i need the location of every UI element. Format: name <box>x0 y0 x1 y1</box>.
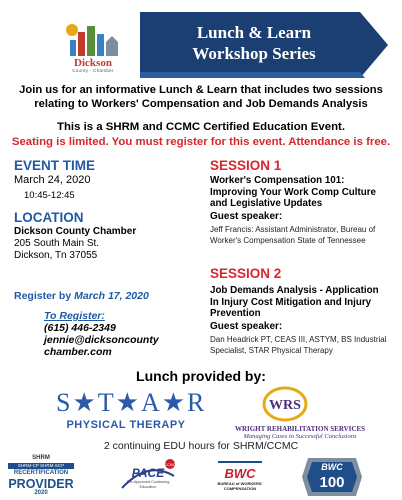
lunch-heading: Lunch provided by: <box>136 368 266 384</box>
session-1-title-line-3: and Legislative Updates <box>210 198 323 209</box>
contact-email-line-2: chamber.com <box>44 346 112 358</box>
certification-line-1: This is a SHRM and CCMC Certified Education Event. <box>57 121 345 133</box>
bwc-100-number: 100 <box>319 474 345 491</box>
session-1-guest-label: Guest speaker: <box>210 211 283 222</box>
location-street: 205 South Main St. <box>14 238 100 249</box>
to-register-label: To Register: <box>44 310 105 322</box>
ccmc-mark: CCMC <box>164 463 176 467</box>
session-2-title-line-3: Prevention <box>210 308 261 319</box>
session-1-speaker <box>210 225 400 246</box>
event-date: March 24, 2020 <box>14 174 91 186</box>
session-1-title <box>210 175 400 210</box>
wrs-name: WRIGHT REHABILITATION SERVICES <box>234 425 366 433</box>
wrs-logo-icon <box>262 386 308 422</box>
edu-hours: 2 continuing EDU hours for SHRM/CCMC <box>103 440 299 452</box>
bwc-subtitle: BUREAU of WORKERS' COMPENSATION <box>217 481 263 491</box>
wrs-initials: WRS <box>269 398 301 413</box>
wrs-tagline: Managing Cases to Successful Conclusions <box>243 433 357 440</box>
session-2-speaker <box>210 335 400 356</box>
session-2-title-line-2: In Injury Cost Mitigation and Injury <box>210 296 372 308</box>
event-time-heading: EVENT TIME <box>14 158 96 173</box>
register-deadline: March 17, 2020 <box>74 290 149 302</box>
pace-wordmark: PACE <box>131 466 165 480</box>
location-name: Dickson County Chamber <box>14 226 137 237</box>
session-2-speaker-line-1: Dan Headrick PT, CEAS III, ASTYM, BS Industrial <box>210 335 387 344</box>
bwc-100-wordmark: BWC <box>321 462 343 472</box>
location-city: Dickson, Tn 37055 <box>14 250 98 261</box>
session-2-guest-label: Guest speaker: <box>210 321 283 332</box>
session-1-heading: SESSION 1 <box>210 158 282 173</box>
session-2-title <box>210 285 400 320</box>
session-1-title-line-2: Improving Your Work Comp Culture <box>210 186 377 198</box>
location-heading: LOCATION <box>14 210 84 225</box>
session-2-title-line-1: Job Demands Analysis - Application <box>210 285 379 296</box>
intro-line-2: relating to Workers' Compensation and Job Demands Analysis <box>34 98 368 110</box>
session-2-heading: SESSION 2 <box>210 266 282 281</box>
pace-subtitle: Pre-Approved Continuing Education <box>126 480 170 489</box>
shrm-recertification: RECERTIFICATION <box>13 470 69 476</box>
register-by-label: Register by <box>14 290 72 302</box>
contact-phone: (615) 446-2349 <box>44 322 116 334</box>
shrm-cp-text: SHRM-CP SHRM-SCP <box>17 463 65 468</box>
session-2-speaker-line-2: Specialist, STAR Physical Therapy <box>210 345 333 355</box>
session-1-title-line-1: Worker's Compensation 101: <box>210 175 345 186</box>
title-line-1: Lunch & Learn <box>196 23 312 42</box>
contact-email-line-1: jennie@dicksoncounty <box>44 334 159 346</box>
shrm-cp-bar <box>8 463 74 469</box>
session-1-speaker-line-2: Worker's Compensation State of Tennessee <box>210 235 366 245</box>
shrm-year: 2020 <box>34 490 48 496</box>
logo-subtext: County · Chamber <box>72 68 114 73</box>
star-logo-subtitle: PHYSICAL THERAPY <box>66 419 186 431</box>
intro-line-1: Join us for an informative Lunch & Learn that includes two sessions <box>19 84 383 96</box>
certification-notice <box>0 120 402 150</box>
workshop-title <box>140 22 368 64</box>
shrm-provider: PROVIDER <box>8 477 74 491</box>
session-1-speaker-line-1: Jeff Francis: Assistant Administrator, Bureau of <box>210 225 376 234</box>
shrm-label: SHRM <box>32 455 50 461</box>
bwc-wordmark: BWC <box>224 466 256 481</box>
logo-text: Dickson <box>74 57 112 69</box>
contact-info <box>44 322 159 358</box>
register-by <box>14 290 149 302</box>
star-logo-wordmark: S★T★A★R <box>56 388 207 417</box>
event-hours: 10:45-12:45 <box>24 190 75 201</box>
title-line-2: Workshop Series <box>192 44 316 63</box>
seating-notice: Seating is limited. You must register for this event. Attendance is free. <box>11 136 391 148</box>
intro-text <box>0 83 402 111</box>
